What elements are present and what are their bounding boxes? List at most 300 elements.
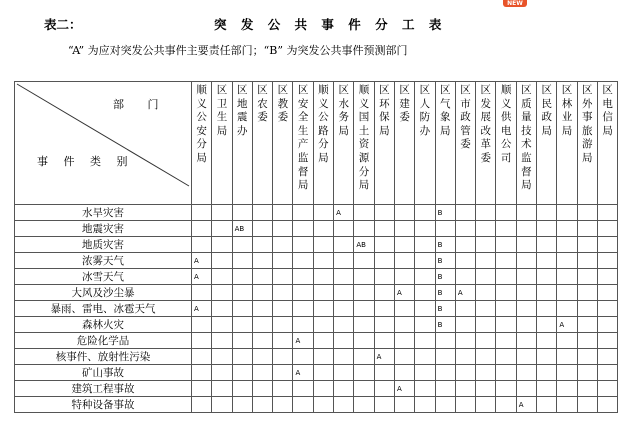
table-cell [334, 221, 354, 237]
table-cell [496, 221, 516, 237]
table-cell [577, 397, 597, 413]
table-cell [577, 221, 597, 237]
table-cell [597, 221, 617, 237]
table-cell [577, 317, 597, 333]
table-cell [334, 269, 354, 285]
department-header: 区 电 信 局 [597, 82, 617, 205]
table-cell [232, 333, 252, 349]
responsibility-mark: B [435, 269, 455, 285]
table-cell [354, 381, 374, 397]
table-cell [374, 253, 394, 269]
document-title: 突 发 公 共 事 件 分 工 表 [214, 17, 447, 32]
event-category: 危险化学品 [15, 333, 192, 349]
event-category: 矿山事故 [15, 365, 192, 381]
department-header: 区 环 保 局 [374, 82, 394, 205]
table-cell [212, 205, 232, 221]
department-header: 区 发 展 改 革 委 [476, 82, 496, 205]
table-cell [212, 221, 232, 237]
table-cell [252, 285, 272, 301]
table-cell [516, 285, 536, 301]
table-cell [334, 349, 354, 365]
table-cell [334, 397, 354, 413]
table-cell [252, 253, 272, 269]
table-row [15, 381, 618, 397]
table-cell [577, 253, 597, 269]
table-cell [232, 205, 252, 221]
department-header: 区 民 政 局 [537, 82, 557, 205]
table-cell [192, 365, 212, 381]
table-cell [212, 237, 232, 253]
table-cell [557, 285, 577, 301]
table-cell [232, 285, 252, 301]
table-cell [192, 237, 212, 253]
table-cell [293, 349, 313, 365]
table-cell [394, 397, 414, 413]
table-cell [597, 205, 617, 221]
table-cell [273, 205, 293, 221]
table-cell [374, 301, 394, 317]
table-cell [313, 253, 333, 269]
table-cell [334, 253, 354, 269]
table-cell [394, 237, 414, 253]
table-cell [192, 221, 212, 237]
table-cell [192, 381, 212, 397]
table-cell [557, 349, 577, 365]
table-row [15, 365, 618, 381]
table-cell [313, 269, 333, 285]
department-header: 区 建 委 [394, 82, 414, 205]
responsibility-mark: B [435, 301, 455, 317]
table-cell [232, 365, 252, 381]
table-cell [516, 253, 536, 269]
table-cell [374, 397, 394, 413]
table-cell [496, 237, 516, 253]
table-cell [537, 365, 557, 381]
responsibility-mark: A [394, 285, 414, 301]
responsibility-mark: A [293, 365, 313, 381]
responsibility-mark: A [394, 381, 414, 397]
table-cell [597, 397, 617, 413]
table-cell [537, 285, 557, 301]
table-cell [577, 381, 597, 397]
table-cell [557, 253, 577, 269]
table-cell [435, 397, 455, 413]
responsibility-mark: A [334, 205, 354, 221]
table-cell [394, 365, 414, 381]
event-category: 冰雪天气 [15, 269, 192, 285]
table-cell [577, 205, 597, 221]
table-cell [212, 381, 232, 397]
table-cell [516, 269, 536, 285]
table-cell [537, 221, 557, 237]
table-cell [232, 317, 252, 333]
table-cell [212, 269, 232, 285]
department-header: 顺 义 供 电 公 司 [496, 82, 516, 205]
responsibility-mark: A [192, 269, 212, 285]
table-cell [516, 237, 536, 253]
table-cell [537, 333, 557, 349]
table-cell [516, 381, 536, 397]
table-cell [192, 317, 212, 333]
departments-label: 部 门 [113, 98, 169, 111]
table-cell [394, 301, 414, 317]
table-cell [232, 381, 252, 397]
table-cell [455, 205, 475, 221]
table-cell [597, 237, 617, 253]
department-header: 顺 义 国 土 资 源 分 局 [354, 82, 374, 205]
event-category: 地震灾害 [15, 221, 192, 237]
table-cell [597, 365, 617, 381]
table-cell [334, 333, 354, 349]
table-cell [597, 333, 617, 349]
table-cell [232, 237, 252, 253]
table-cell [476, 205, 496, 221]
table-cell [537, 205, 557, 221]
table-cell [597, 381, 617, 397]
table-row [15, 317, 618, 333]
table-cell [313, 237, 333, 253]
table-cell [374, 285, 394, 301]
table-cell [334, 381, 354, 397]
table-cell [435, 381, 455, 397]
department-header: 顺 义 公 路 分 局 [313, 82, 333, 205]
table-cell [273, 301, 293, 317]
table-cell [354, 205, 374, 221]
table-cell [415, 205, 435, 221]
table-cell [252, 381, 272, 397]
table-cell [557, 365, 577, 381]
table-cell [435, 333, 455, 349]
table-cell [496, 301, 516, 317]
table-cell [476, 349, 496, 365]
categories-label: 事 件 类 别 [37, 155, 134, 168]
table-cell [537, 237, 557, 253]
table-cell [415, 301, 435, 317]
table-cell [313, 349, 333, 365]
event-category: 水旱灾害 [15, 205, 192, 221]
table-cell [293, 317, 313, 333]
table-cell [394, 317, 414, 333]
table-cell [577, 285, 597, 301]
table-cell [537, 317, 557, 333]
table-row [15, 221, 618, 237]
table-cell [374, 269, 394, 285]
table-cell [354, 253, 374, 269]
table-cell [557, 397, 577, 413]
table-cell [415, 333, 435, 349]
department-header: 区 人 防 办 [415, 82, 435, 205]
table-cell [192, 397, 212, 413]
table-cell [192, 333, 212, 349]
table-cell [374, 221, 394, 237]
table-cell [415, 381, 435, 397]
event-category: 浓雾天气 [15, 253, 192, 269]
table-cell [597, 269, 617, 285]
table-cell [273, 317, 293, 333]
table-row [15, 205, 618, 221]
table-cell [577, 349, 597, 365]
table-cell [354, 349, 374, 365]
responsibility-mark: A [557, 317, 577, 333]
table-cell [435, 221, 455, 237]
table-cell [334, 285, 354, 301]
table-cell [557, 381, 577, 397]
event-category: 暴雨、雷电、冰雹天气 [15, 301, 192, 317]
table-cell [273, 333, 293, 349]
table-cell [252, 205, 272, 221]
table-cell [597, 301, 617, 317]
table-cell [476, 285, 496, 301]
table-cell [516, 205, 536, 221]
table-cell [496, 317, 516, 333]
table-cell [394, 205, 414, 221]
table-cell [252, 349, 272, 365]
table-cell [394, 269, 414, 285]
table-cell [273, 381, 293, 397]
table-cell [496, 397, 516, 413]
responsibility-mark: B [435, 253, 455, 269]
table-cell [293, 221, 313, 237]
table-cell [455, 317, 475, 333]
table-cell [354, 285, 374, 301]
table-cell [313, 365, 333, 381]
table-cell [415, 269, 435, 285]
table-cell [455, 365, 475, 381]
table-cell [415, 397, 435, 413]
table-cell [212, 349, 232, 365]
department-header: 区 地 震 办 [232, 82, 252, 205]
table-cell [293, 301, 313, 317]
table-cell [354, 221, 374, 237]
table-cell [212, 397, 232, 413]
responsibility-mark: B [435, 237, 455, 253]
table-cell [516, 317, 536, 333]
table-cell [354, 333, 374, 349]
table-cell [415, 285, 435, 301]
table-cell [415, 221, 435, 237]
table-cell [313, 317, 333, 333]
table-cell [273, 253, 293, 269]
table-cell [496, 381, 516, 397]
table-cell [435, 365, 455, 381]
new-badge: NEW [503, 0, 527, 7]
table-cell [334, 237, 354, 253]
table-cell [415, 253, 435, 269]
responsibility-table [14, 81, 618, 413]
table-cell [537, 397, 557, 413]
table-cell [455, 349, 475, 365]
table-cell [537, 349, 557, 365]
table-cell [334, 301, 354, 317]
responsibility-mark: A [192, 253, 212, 269]
table-cell [537, 381, 557, 397]
table-cell [354, 317, 374, 333]
table-cell [273, 285, 293, 301]
table-cell [334, 365, 354, 381]
responsibility-mark: A [516, 397, 536, 413]
table-cell [455, 237, 475, 253]
responsibility-mark: A [192, 301, 212, 317]
table-cell [394, 349, 414, 365]
table-cell [212, 301, 232, 317]
table-row [15, 397, 618, 413]
header-corner-cell [15, 82, 192, 205]
table-cell [415, 365, 435, 381]
table-cell [212, 333, 232, 349]
table-cell [192, 205, 212, 221]
table-cell [212, 317, 232, 333]
table-cell [415, 349, 435, 365]
table-cell [313, 205, 333, 221]
department-header: 区 水 务 局 [334, 82, 354, 205]
table-cell [334, 317, 354, 333]
event-category: 大风及沙尘暴 [15, 285, 192, 301]
responsibility-mark: A [455, 285, 475, 301]
table-cell [354, 397, 374, 413]
table-cell [252, 301, 272, 317]
table-cell [252, 333, 272, 349]
table-row [15, 253, 618, 269]
table-cell [537, 253, 557, 269]
table-cell [252, 269, 272, 285]
table-cell [516, 221, 536, 237]
event-category: 核事件、放射性污染 [15, 349, 192, 365]
table-cell [557, 205, 577, 221]
table-cell [476, 333, 496, 349]
table-cell [476, 365, 496, 381]
responsibility-mark: A [374, 349, 394, 365]
table-row [15, 237, 618, 253]
table-cell [455, 221, 475, 237]
department-header: 区 农 委 [252, 82, 272, 205]
responsibility-mark: A [293, 333, 313, 349]
table-cell [577, 237, 597, 253]
table-row [15, 333, 618, 349]
table-cell [374, 205, 394, 221]
table-cell [273, 221, 293, 237]
event-category: 地质灾害 [15, 237, 192, 253]
table-cell [476, 381, 496, 397]
table-cell [476, 221, 496, 237]
table-cell [597, 285, 617, 301]
table-cell [537, 301, 557, 317]
table-cell [192, 285, 212, 301]
table-cell [455, 333, 475, 349]
department-header: 区 林 业 局 [557, 82, 577, 205]
department-header: 区 卫 生 局 [212, 82, 232, 205]
table-cell [597, 349, 617, 365]
department-header: 区 市 政 管 委 [455, 82, 475, 205]
department-header: 区 质 量 技 术 监 督 局 [516, 82, 536, 205]
table-cell [476, 397, 496, 413]
table-cell [273, 397, 293, 413]
table-cell [354, 365, 374, 381]
table-cell [496, 349, 516, 365]
table-cell [496, 253, 516, 269]
department-header: 区 外 事 旅 游 局 [577, 82, 597, 205]
event-category: 建筑工程事故 [15, 381, 192, 397]
table-cell [273, 269, 293, 285]
table-cell [293, 253, 313, 269]
table-cell [212, 365, 232, 381]
table-cell [496, 269, 516, 285]
table-cell [374, 333, 394, 349]
table-cell [252, 317, 272, 333]
table-cell [232, 349, 252, 365]
table-cell [313, 301, 333, 317]
table-cell [415, 237, 435, 253]
table-cell [293, 381, 313, 397]
table-cell [313, 333, 333, 349]
event-category: 森林火灾 [15, 317, 192, 333]
table-cell [496, 285, 516, 301]
table-cell [455, 253, 475, 269]
table-row [15, 285, 618, 301]
event-category: 特种设备事故 [15, 397, 192, 413]
legend-note: “A” 为应对突发公共事件主要责任部门；“B” 为突发公共事件预测部门 [68, 44, 408, 57]
table-cell [313, 285, 333, 301]
table-cell [354, 269, 374, 285]
table-cell [516, 365, 536, 381]
table-cell [374, 237, 394, 253]
responsibility-mark: B [435, 285, 455, 301]
table-cell [293, 269, 313, 285]
table-cell [557, 333, 577, 349]
table-cell [293, 205, 313, 221]
header-row [15, 82, 618, 205]
table-cell [496, 205, 516, 221]
department-header: 区 气 象 局 [435, 82, 455, 205]
table-cell [557, 237, 577, 253]
table-cell [516, 333, 536, 349]
department-header: 顺 义 公 安 分 局 [192, 82, 212, 205]
table-cell [476, 301, 496, 317]
table-cell [537, 269, 557, 285]
table-cell [212, 253, 232, 269]
table-row [15, 269, 618, 285]
table-cell [293, 237, 313, 253]
table-cell [252, 221, 272, 237]
table-cell [232, 269, 252, 285]
table-cell [455, 301, 475, 317]
table-cell [374, 317, 394, 333]
table-cell [516, 301, 536, 317]
table-cell [557, 269, 577, 285]
table-cell [435, 349, 455, 365]
table-cell [232, 397, 252, 413]
table-cell [455, 381, 475, 397]
table-cell [394, 333, 414, 349]
table-cell [455, 269, 475, 285]
table-cell [293, 397, 313, 413]
table-cell [577, 301, 597, 317]
table-cell [577, 333, 597, 349]
table-cell [516, 349, 536, 365]
table-cell [252, 365, 272, 381]
table-row [15, 301, 618, 317]
table-cell [313, 397, 333, 413]
table-cell [476, 253, 496, 269]
table-cell [232, 253, 252, 269]
table-cell [252, 237, 272, 253]
table-cell [557, 301, 577, 317]
table-cell [415, 317, 435, 333]
table-cell [476, 317, 496, 333]
table-row [15, 349, 618, 365]
table-cell [496, 365, 516, 381]
table-cell [394, 253, 414, 269]
table-cell [232, 301, 252, 317]
